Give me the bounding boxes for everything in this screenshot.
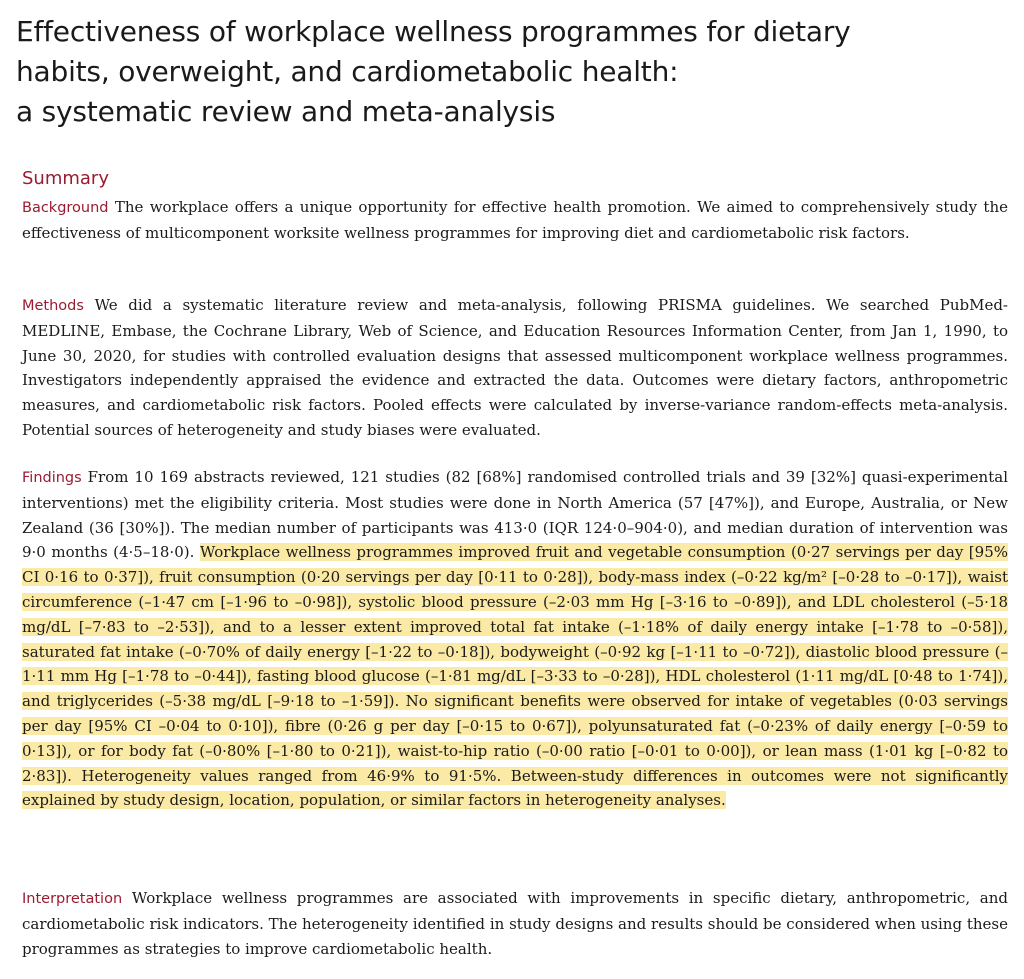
methods-section [22,293,1008,443]
findings-intro-text: From 10 169 abstracts reviewed, 121 studies (82 [68%] randomised controlled trials and 39 [32%] quasi-experimental interventions) met the eligibility criteria. Most studies were done in North America (57 [47%]), and Europe, Australia, or New Zealand (36 [30%]). The median number of participants was 413·0 (IQR 124·0–904·0), and median duration of intervention was 9·0 months (4·5–18·0). [22,468,1008,562]
title-line-1: Effectiveness of workplace wellness programmes for dietary [16,15,851,48]
interpretation-text: Workplace wellness programmes are associated with improvements in specific dietary, anthropometric, and cardiometabolic risk indicators. The heterogeneity identified in study designs and results should be considered when using these programmes as strategies to improve cardiometabolic health. [22,889,1008,958]
methods-text: We did a systematic literature review and meta-analysis, following PRISMA guidelines. We searched PubMed-MEDLINE, Embase, the Cochrane Library, Web of Science, and Education Resources Information Center, from Jan 1, 1990, to June 30, 2020, for studies with controlled evaluation designs that assessed multicomponent workplace wellness programmes. Investigators independently appraised the evidence and extracted the data. Outcomes were dietary factors, anthropometric measures, and cardiometabolic risk factors. Pooled effects were calculated by inverse-variance random-effects meta-analysis. Potential sources of heterogeneity and study biases were evaluated. [22,296,1008,439]
summary-heading: Summary [22,168,109,189]
background-text: The workplace offers a unique opportunity for effective health promotion. We aimed to comprehensively study the effectiveness of multicomponent worksite wellness programmes for improving diet and cardiometabolic risk factors. [22,198,1008,242]
findings-label: Findings [22,470,82,486]
findings-highlighted-text: Workplace wellness programmes improved fruit and vegetable consumption (0·27 servings per day [95% CI 0·16 to 0·37]), fruit consumption (0·20 servings per day [0·11 to 0·28]), body-mass index (–0·22 kg/m² [–0·28 to –0·17]), waist circumference (–1·47 cm [–1·96 to –0·98]), systolic blood pressure (–2·03 mm Hg [–3·16 to –0·89]), and LDL cholesterol (–5·18 mg/dL [–7·83 to –2·53]), and to a lesser extent improved total fat intake (–1·18% of daily energy intake [–1·78 to –0·58]), saturated fat intake (–0·70% of daily energy [–1·22 to –0·18]), bodyweight (–0·92 kg [–1·11 to –0·72]), diastolic blood pressure (–1·11 mm Hg [–1·78 to –0·44]), fasting blood glucose (–1·81 mg/dL [–3·33 to –0·28]), HDL cholesterol (1·11 mg/dL [0·48 to 1·74]), and triglycerides (–5·38 mg/dL [–9·18 to –1·59]). No significant benefits were observed for intake of vegetables (0·03 servings per day [95% CI –0·04 to 0·10]), fibre (0·26 g per day [–0·15 to 0·67]), polyunsaturated fat (–0·23% of daily energy [–0·59 to 0·13]), or for body fat (–0·80% [–1·80 to 0·21]), waist-to-hip ratio (–0·00 ratio [–0·01 to 0·00]), or lean mass (1·01 kg [–0·82 to 2·83]). Heterogeneity values ranged from 46·9% to 91·5%. Between-study differences in outcomes were not significantly explained by study design, location, population, or similar factors in heterogeneity analyses. [22,543,1008,810]
interpretation-section [22,886,1008,961]
interpretation-label: Interpretation [22,891,123,907]
methods-label: Methods [22,298,84,314]
article-title [16,12,1006,132]
background-section [22,195,1008,246]
findings-section [22,465,1008,813]
background-label: Background [22,200,109,216]
title-line-3: a systematic review and meta-analysis [16,95,556,128]
title-line-2: habits, overweight, and cardiometabolic health: [16,55,679,88]
